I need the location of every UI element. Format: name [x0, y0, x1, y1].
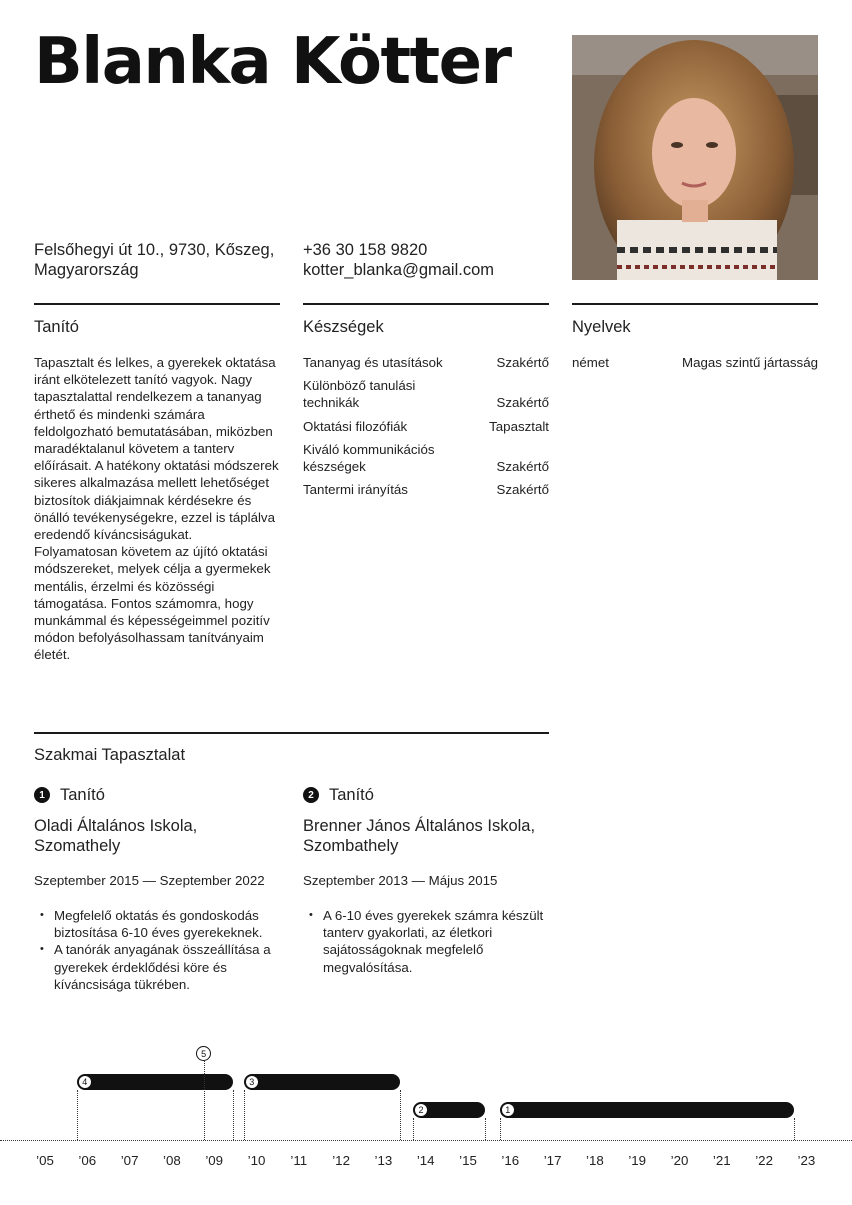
timeline-year-label: ’11 — [290, 1153, 308, 1168]
skill-level: Tapasztalt — [489, 418, 549, 434]
contact-details — [303, 240, 553, 280]
skill-item — [303, 354, 549, 371]
career-timeline — [0, 1040, 852, 1190]
job-entry — [34, 784, 284, 993]
languages-list — [572, 354, 818, 371]
job-bullets — [34, 907, 284, 993]
timeline-year-label: ’21 — [712, 1153, 731, 1168]
timeline-bar — [244, 1074, 401, 1090]
skill-item — [303, 441, 549, 475]
job-entry — [303, 784, 553, 976]
job-bullets — [303, 907, 553, 976]
job-company — [303, 816, 553, 856]
timeline-drop-line — [204, 1061, 205, 1140]
timeline-year-label: ’08 — [163, 1153, 181, 1168]
timeline-year-label: ’23 — [797, 1153, 816, 1168]
skill-name: Tananyag és utasítások — [303, 355, 443, 370]
timeline-drop-line — [400, 1090, 401, 1140]
languages-title: Nyelvek — [572, 318, 631, 336]
timeline-axis — [0, 1140, 852, 1141]
timeline-year-label: ’12 — [332, 1153, 350, 1168]
divider-skills — [303, 303, 549, 305]
timeline-drop-line — [413, 1118, 414, 1140]
divider-languages — [572, 303, 818, 305]
timeline-bar-badge: 1 — [502, 1104, 514, 1116]
timeline-year-label: ’14 — [416, 1153, 435, 1168]
company-line-1: Oladi Általános Iskola, — [34, 817, 198, 835]
job-bullet: • A 6-10 éves gyerekek számra készült tanterv gyakorlati, az életkori sajátosságoknak megfelelő megvalósítása. — [303, 907, 553, 976]
timeline-bar — [77, 1074, 234, 1090]
timeline-year-label: ’07 — [120, 1153, 139, 1168]
company-line-1: Brenner János Általános Iskola, — [303, 817, 536, 835]
job-header — [303, 784, 553, 806]
email-address: kotter_blanka@gmail.com — [303, 261, 494, 279]
company-line-2: Szombathely — [303, 837, 399, 855]
timeline-year-label: ’10 — [247, 1153, 266, 1168]
timeline-bar — [500, 1102, 794, 1118]
timeline-year-label: ’09 — [205, 1153, 224, 1168]
skill-level: Szakértő — [496, 355, 549, 370]
address — [34, 240, 284, 280]
timeline-year-label: ’19 — [628, 1153, 647, 1168]
profile-title: Tanító — [34, 318, 79, 336]
skill-name: Különböző tanulási technikák — [303, 378, 416, 411]
skill-item — [303, 481, 549, 498]
job-dates: Szeptember 2013 — Május 2015 — [303, 873, 498, 888]
candidate-name: Blanka Kötter — [34, 25, 511, 99]
skill-name: Tantermi irányítás — [303, 482, 408, 498]
timeline-bar-badge: 2 — [415, 1104, 427, 1116]
timeline-drop-line — [485, 1118, 486, 1140]
skill-name: Oktatási filozófiák — [303, 418, 408, 434]
timeline-year-label: ’15 — [459, 1153, 477, 1168]
skill-item — [303, 377, 549, 411]
job-number-badge: 2 — [303, 787, 319, 803]
skill-level: Szakértő — [496, 395, 549, 411]
timeline-drop-line — [233, 1090, 234, 1140]
job-bullet: • Megfelelő oktatás és gondoskodás biztosítása 6-10 éves gyerekeknek. — [34, 907, 284, 941]
timeline-marker: 5 — [196, 1046, 211, 1061]
phone-number: +36 30 158 9820 — [303, 241, 428, 259]
timeline-bar-badge: 3 — [246, 1076, 258, 1088]
timeline-drop-line — [244, 1090, 245, 1140]
job-company — [34, 816, 284, 856]
timeline-year-label: ’16 — [501, 1153, 520, 1168]
timeline-year-label: ’05 — [36, 1153, 54, 1168]
skill-name: Kiváló kommunikációs készségek — [303, 441, 435, 475]
skills-list — [303, 354, 549, 504]
job-role: Tanító — [60, 785, 105, 804]
company-line-2: Szomathely — [34, 837, 121, 855]
timeline-year-label: ’13 — [374, 1153, 393, 1168]
timeline-year-label: ’17 — [543, 1153, 562, 1168]
timeline-year-label: ’18 — [586, 1153, 604, 1168]
job-number-badge: 1 — [34, 787, 50, 803]
timeline-drop-line — [794, 1118, 795, 1140]
timeline-year-label: ’06 — [78, 1153, 97, 1168]
address-line-2: Magyarország — [34, 261, 139, 279]
job-bullet: • A tanórák anyagának összeállítása a gyerekek érdeklődési köre és kíváncsisága tükrében. — [34, 941, 284, 993]
language-name: német — [572, 355, 609, 370]
job-dates: Szeptember 2015 — Szeptember 2022 — [34, 873, 265, 888]
timeline-year-label: ’22 — [755, 1153, 773, 1168]
skill-level: Szakértő — [496, 482, 549, 498]
address-line-1: Felsőhegyi út 10., 9730, Kőszeg, — [34, 241, 275, 259]
language-item — [572, 354, 818, 371]
timeline-drop-line — [77, 1090, 78, 1140]
timeline-bar — [413, 1102, 485, 1118]
profile-summary: Tapasztalt és lelkes, a gyerekek oktatása iránt elkötelezett tanító vagyok. Nagy tapasztalattal rendelkezem a tananyag érthető és mindenki számára feldolgozható bemutatásában, miközben maradéktalanul követem a tanterv előírásait. A hatékony oktatási módszerek sikeres alkalmazása mellett lehetőséget biztosítok diákjaimnak kérdésekre és önálló tevékenységekre, ezzel is táplálva eredendő kíváncsiságukat. Folyamatosan követem az újító oktatási módszereket, melyek célja a gyermekek mentális, érzelmi és közösségi támogatása. Fontos számomra, hogy munkámmal és képességeimmel pozitív módon befolyásolhassam tanítványaim életét. — [34, 355, 279, 663]
timeline-year-label: ’20 — [670, 1153, 689, 1168]
job-role: Tanító — [329, 785, 374, 804]
skills-title: Készségek — [303, 318, 384, 336]
experience-title: Szakmai Tapasztalat — [34, 746, 186, 764]
timeline-bar-badge: 4 — [79, 1076, 91, 1088]
skill-item — [303, 418, 549, 435]
job-header — [34, 784, 284, 806]
divider-experience — [34, 732, 549, 734]
timeline-drop-line — [500, 1118, 501, 1140]
divider-profile — [34, 303, 280, 305]
profile-photo — [572, 35, 818, 280]
skill-level: Szakértő — [496, 459, 549, 475]
language-level: Magas szintű jártasság — [682, 355, 818, 370]
